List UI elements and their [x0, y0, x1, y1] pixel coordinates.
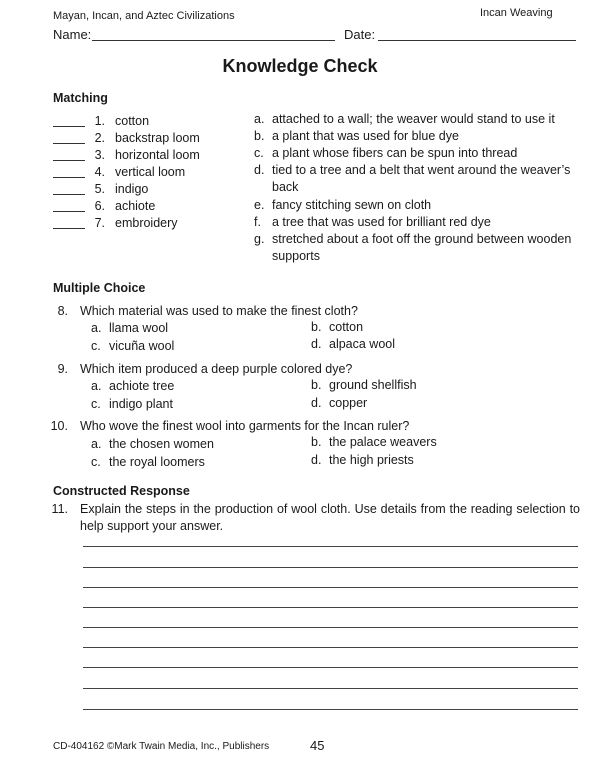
date-label: Date: [344, 27, 376, 42]
option-text: indigo plant [109, 397, 173, 411]
answer-blank[interactable] [53, 194, 85, 195]
question-text: Which material was used to make the finest cloth? [80, 304, 358, 318]
answer-blank[interactable] [53, 126, 85, 127]
question-number: 11. [51, 502, 68, 516]
answer-blank[interactable] [53, 177, 85, 178]
option-letter: c. [91, 397, 101, 411]
term-text: indigo [115, 182, 149, 196]
answer-blank[interactable] [53, 160, 85, 161]
question-text: Which item produced a deep purple colored dye? [80, 362, 353, 376]
option-text: the chosen women [109, 437, 214, 451]
name-line[interactable] [92, 40, 335, 41]
term-number: 1. [94, 114, 105, 128]
option-text: copper [329, 396, 368, 410]
term-number: 7. [94, 216, 105, 230]
option-text: the palace weavers [329, 435, 437, 449]
option-letter: a. [91, 321, 102, 335]
response-line[interactable] [83, 567, 578, 568]
question-text: Explain the steps in the production of wool cloth. Use details from the reading selection to help support your answer. [80, 502, 580, 533]
option-letter: c. [91, 455, 101, 469]
option-text: the high priests [329, 453, 414, 467]
definition-text: fancy stitching sewn on cloth [272, 198, 432, 212]
option-text: achiote tree [109, 379, 175, 393]
definition-text: a plant that was used for blue dye [272, 129, 459, 143]
option-letter: d. [311, 396, 322, 410]
term-text: embroidery [115, 216, 178, 230]
term-number: 3. [94, 148, 105, 162]
definition-letter: g. [254, 232, 265, 246]
response-line[interactable] [83, 688, 578, 689]
option-letter: b. [311, 378, 322, 392]
question-number: 9. [57, 362, 68, 376]
term-text: vertical loom [115, 165, 186, 179]
term-number: 4. [94, 165, 105, 179]
response-line[interactable] [83, 607, 578, 608]
response-line[interactable] [83, 709, 578, 710]
definition-text: a tree that was used for brilliant red dye [272, 215, 491, 229]
option-text: the royal loomers [109, 455, 205, 469]
series-title: Mayan, Incan, and Aztec Civilizations [53, 10, 235, 22]
definition-letter: b. [254, 129, 265, 143]
definition-text: tied to a tree and a belt that went around the weaver’s back [272, 163, 571, 194]
topic-title: Incan Weaving [480, 7, 553, 19]
page-number: 45 [310, 738, 325, 753]
term-number: 6. [94, 199, 105, 213]
response-line[interactable] [83, 587, 578, 588]
definition-letter: f. [254, 215, 261, 229]
answer-blank[interactable] [53, 228, 85, 229]
publisher-credit: CD-404162 ©Mark Twain Media, Inc., Publishers [53, 741, 270, 752]
response-line[interactable] [83, 647, 578, 648]
option-letter: a. [91, 437, 102, 451]
question-number: 8. [57, 304, 68, 318]
definition-letter: a. [254, 112, 265, 126]
option-letter: d. [311, 337, 322, 351]
definition-letter: c. [254, 146, 264, 160]
question-text: Who wove the finest wool into garments for the Incan ruler? [80, 419, 410, 433]
option-text: vicuña wool [109, 339, 175, 353]
answer-blank[interactable] [53, 143, 85, 144]
question-number: 10. [50, 419, 68, 433]
term-number: 2. [94, 131, 105, 145]
option-letter: a. [91, 379, 102, 393]
option-letter: c. [91, 339, 101, 353]
option-text: ground shellfish [329, 378, 417, 392]
name-label: Name: [53, 27, 92, 42]
option-letter: b. [311, 435, 322, 449]
term-text: horizontal loom [115, 148, 200, 162]
term-number: 5. [94, 182, 105, 196]
definition-text: attached to a wall; the weaver would stand to use it [272, 112, 555, 126]
matching-heading: Matching [53, 91, 108, 105]
page-title: Knowledge Check [222, 56, 378, 76]
response-line[interactable] [83, 627, 578, 628]
term-text: achiote [115, 199, 156, 213]
multiple-choice-heading: Multiple Choice [53, 281, 146, 295]
option-letter: b. [311, 320, 322, 334]
definition-text: stretched about a foot off the ground between wooden supports [272, 232, 572, 263]
definition-letter: e. [254, 198, 265, 212]
definition-text: a plant whose fibers can be spun into thread [272, 146, 518, 160]
term-text: backstrap loom [115, 131, 200, 145]
date-line[interactable] [378, 40, 576, 41]
answer-blank[interactable] [53, 211, 85, 212]
response-line[interactable] [83, 667, 578, 668]
constructed-response-heading: Constructed Response [53, 484, 190, 498]
option-letter: d. [311, 453, 322, 467]
definition-letter: d. [254, 163, 265, 177]
option-text: alpaca wool [329, 337, 396, 351]
option-text: cotton [329, 320, 364, 334]
response-line[interactable] [83, 546, 578, 547]
term-text: cotton [115, 114, 150, 128]
option-text: llama wool [109, 321, 169, 335]
